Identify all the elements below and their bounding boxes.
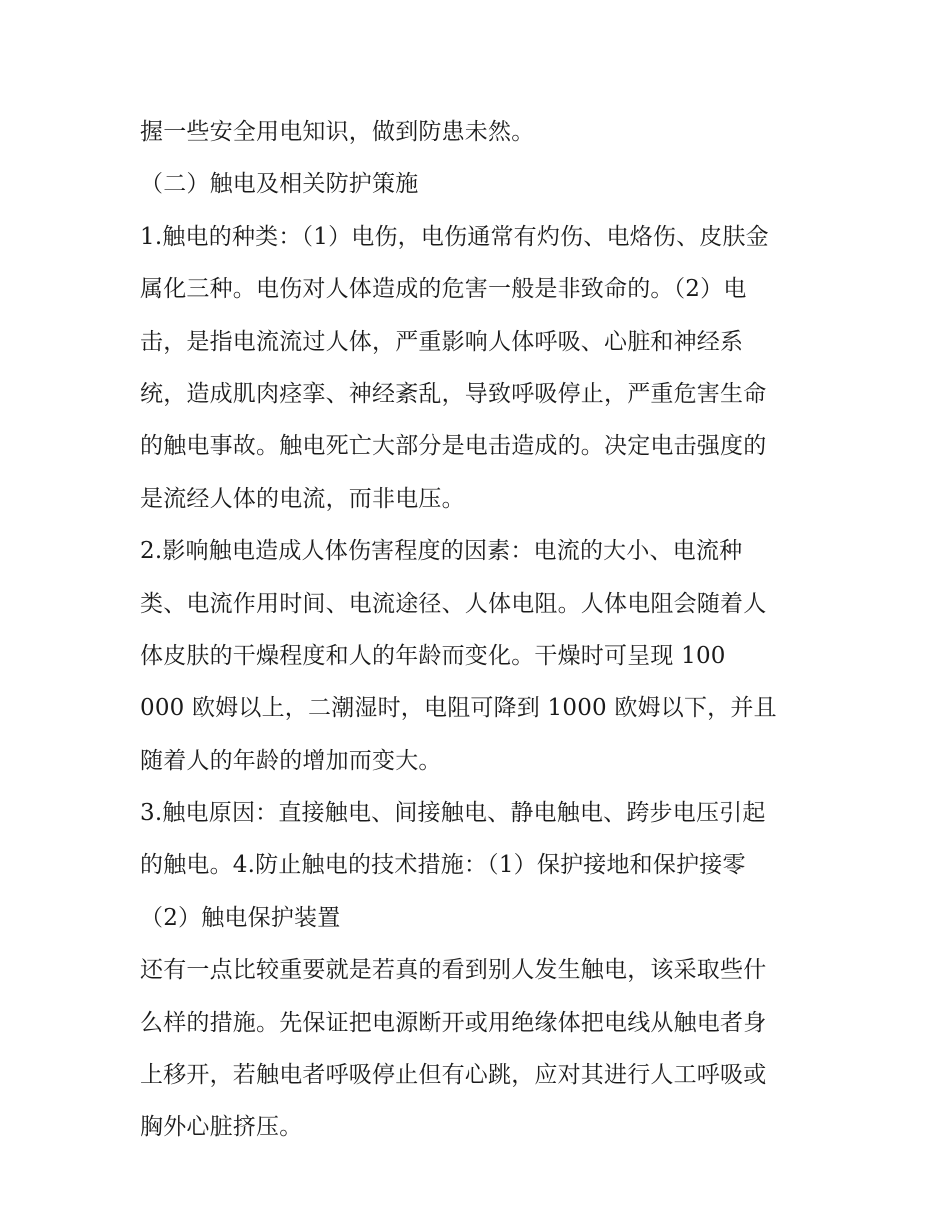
text-line: 属化三种。电伤对人体造成的危害一般是非致命的。（2）电 [140,276,747,303]
text-line: 2.影响触电造成人体伤害程度的因素：电流的大小、电流种 [140,538,743,565]
section-heading: （二）触电及相关防护策施 [140,171,419,198]
text-line: 的触电事故。触电死亡大部分是电击造成的。决定电击强度的 [140,433,767,460]
text-line: 握一些安全用电知识，做到防患未然。 [140,119,535,145]
text-line: 体皮肤的干燥程度和人的年龄而变化。干燥时可呈现 100 [140,642,726,669]
text-line: 随着人的年龄的增加而变大。 [140,747,442,774]
text-line: 类、电流作用时间、电流途径、人体电阻。人体电阻会随着人 [140,590,767,617]
body-text [140,106,820,1154]
text-line: 统，造成肌肉痉挛、神经紊乱，导致呼吸停止，严重危害生命 [140,380,767,407]
text-line: 上移开，若触电者呼吸停止但有心跳，应对其进行人工呼吸或 [140,1062,767,1089]
text-line: 还有一点比较重要就是若真的看到别人发生触电，该采取些什 [140,957,767,984]
text-line: 的触电。4.防止触电的技术措施：（1）保护接地和保护接零 [140,852,746,879]
text-line: 1.触电的种类：（1）电伤，电伤通常有灼伤、电烙伤、皮肤金 [140,223,769,250]
text-line: 胸外心脏挤压。 [140,1114,303,1141]
text-line: 3.触电原因：直接触电、间接触电、静电触电、跨步电压引起 [140,800,766,827]
text-line: 000 欧姆以上，二潮湿时，电阻可降到 1000 欧姆以下，并且 [140,695,777,722]
text-line: 是流经人体的电流，而非电压。 [140,485,465,512]
text-line: 么样的措施。先保证把电源断开或用绝缘体把电线从触电者身 [140,1009,767,1036]
text-line: 击，是指电流流过人体，严重影响人体呼吸、心脏和神经系 [140,328,744,355]
text-line: （2）触电保护装置 [140,904,341,931]
